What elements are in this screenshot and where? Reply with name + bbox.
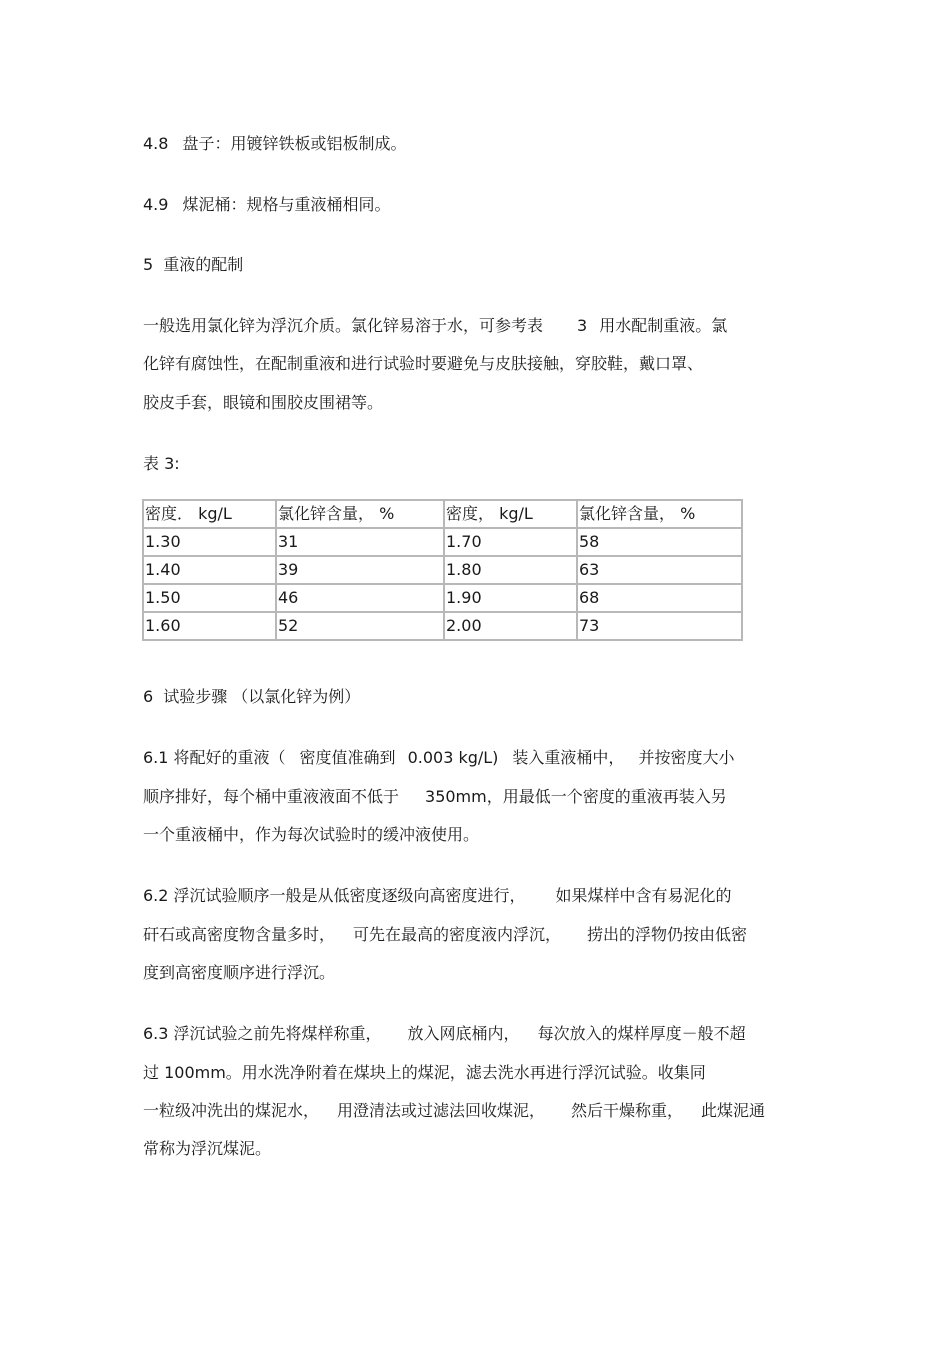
table-cell: 73 bbox=[577, 612, 742, 640]
table-cell: 39 bbox=[276, 556, 444, 584]
text-run: 每次放入的煤样厚度－般不超 bbox=[537, 1024, 746, 1043]
text-run: 350mm，用最低一个密度的重液再装入另 bbox=[425, 787, 727, 806]
text-run: 装入重液桶中， bbox=[512, 748, 625, 767]
text-run: 6.1 将配好的重液（ bbox=[143, 748, 286, 767]
table-cell: 68 bbox=[577, 584, 742, 612]
paragraph-6-3-line-3 bbox=[143, 1100, 765, 1122]
table-cell: 58 bbox=[577, 528, 742, 556]
text-run: 一粒级冲洗出的煤泥水， bbox=[143, 1101, 320, 1120]
paragraph-6-1-line-3: 一个重液桶中，作为每次试验时的缓冲液使用。 bbox=[143, 825, 480, 844]
text-run: 矸石或高密度物含量多时， bbox=[143, 925, 336, 944]
paragraph-6-3-line-1 bbox=[143, 1023, 746, 1045]
table-cell: 1.90 bbox=[444, 584, 577, 612]
section-number: 4.9 bbox=[143, 195, 169, 214]
table-cell: 1.40 bbox=[143, 556, 276, 584]
paragraph-6-3-line-2: 过 100mm。用水洗净附着在煤块上的煤泥，滤去洗水再进行浮沉试验。收集同 bbox=[143, 1063, 706, 1082]
table-cell: 1.70 bbox=[444, 528, 577, 556]
table-cell: 63 bbox=[577, 556, 742, 584]
paragraph-5-line-1 bbox=[143, 315, 727, 337]
section-4-9 bbox=[143, 194, 390, 216]
text-run: 放入网底桶内， bbox=[407, 1024, 520, 1043]
heading-5 bbox=[143, 254, 243, 276]
text-run: 密度值准确到 bbox=[299, 748, 396, 767]
text-run: 顺序排好，每个桶中重液液面不低于 bbox=[143, 787, 400, 806]
table-cell: 46 bbox=[276, 584, 444, 612]
density-table bbox=[142, 499, 743, 641]
header-cell: 密度． kg/L bbox=[143, 500, 276, 528]
text-run: 6.2 浮沉试验顺序一般是从低密度逐级向高密度进行， bbox=[143, 886, 526, 905]
section-title: 试验步骤 （以氯化锌为例） bbox=[163, 687, 361, 706]
section-4-8 bbox=[143, 133, 406, 155]
header-cell: 氯化锌含量， % bbox=[577, 500, 742, 528]
table-row bbox=[143, 584, 742, 612]
paragraph-6-2-line-1 bbox=[143, 885, 732, 907]
section-text: 盘子：用镀锌铁板或铝板制成。 bbox=[182, 134, 407, 153]
table-cell: 31 bbox=[276, 528, 444, 556]
table-row bbox=[143, 612, 742, 640]
section-number: 6 bbox=[143, 687, 154, 706]
text-run: 捞出的浮物仍按由低密 bbox=[587, 925, 748, 944]
section-number: 5 bbox=[143, 255, 154, 274]
table-header-row bbox=[143, 500, 742, 528]
text-run: 用水配制重液。氯 bbox=[599, 316, 728, 335]
table-row bbox=[143, 528, 742, 556]
text-run: 3 bbox=[577, 316, 588, 335]
text-run: 0.003 kg/L) bbox=[407, 748, 499, 767]
paragraph-5-line-2: 化锌有腐蚀性，在配制重液和进行试验时要避免与皮肤接触，穿胶鞋，戴口罩、 bbox=[143, 354, 704, 373]
text-run: 一般选用氯化锌为浮沉介质。氯化锌易溶于水，可参考表 bbox=[143, 316, 544, 335]
paragraph-6-2-line-3: 度到高密度顺序进行浮沉。 bbox=[143, 963, 336, 982]
text-run: 此煤泥通 bbox=[701, 1101, 766, 1120]
text-run: 并按密度大小 bbox=[638, 748, 735, 767]
text-run: 用澄清法或过滤法回收煤泥， bbox=[337, 1101, 546, 1120]
text-run: 然后干燥称重， bbox=[571, 1101, 684, 1120]
paragraph-5-line-3: 胶皮手套，眼镜和围胶皮围裙等。 bbox=[143, 393, 384, 412]
table-cell: 1.30 bbox=[143, 528, 276, 556]
section-number: 4.8 bbox=[143, 134, 169, 153]
section-title: 重液的配制 bbox=[163, 255, 244, 274]
heading-6 bbox=[143, 686, 360, 708]
table-caption: 表 3: bbox=[143, 454, 180, 473]
text-run: 6.3 浮沉试验之前先将煤样称重， bbox=[143, 1024, 382, 1043]
table-cell: 1.80 bbox=[444, 556, 577, 584]
table-cell: 2.00 bbox=[444, 612, 577, 640]
paragraph-6-1-line-1 bbox=[143, 747, 734, 769]
text-run: 可先在最高的密度液内浮沉， bbox=[353, 925, 562, 944]
table-cell: 52 bbox=[276, 612, 444, 640]
header-cell: 氯化锌含量， % bbox=[276, 500, 444, 528]
header-cell: 密度， kg/L bbox=[444, 500, 577, 528]
table-cell: 1.50 bbox=[143, 584, 276, 612]
paragraph-6-2-line-2 bbox=[143, 924, 747, 946]
section-text: 煤泥桶：规格与重液桶相同。 bbox=[182, 195, 391, 214]
text-run: 如果煤样中含有易泥化的 bbox=[555, 886, 732, 905]
table-cell: 1.60 bbox=[143, 612, 276, 640]
paragraph-6-1-line-2 bbox=[143, 786, 727, 808]
table-row bbox=[143, 556, 742, 584]
paragraph-6-3-line-4: 常称为浮沉煤泥。 bbox=[143, 1139, 272, 1158]
